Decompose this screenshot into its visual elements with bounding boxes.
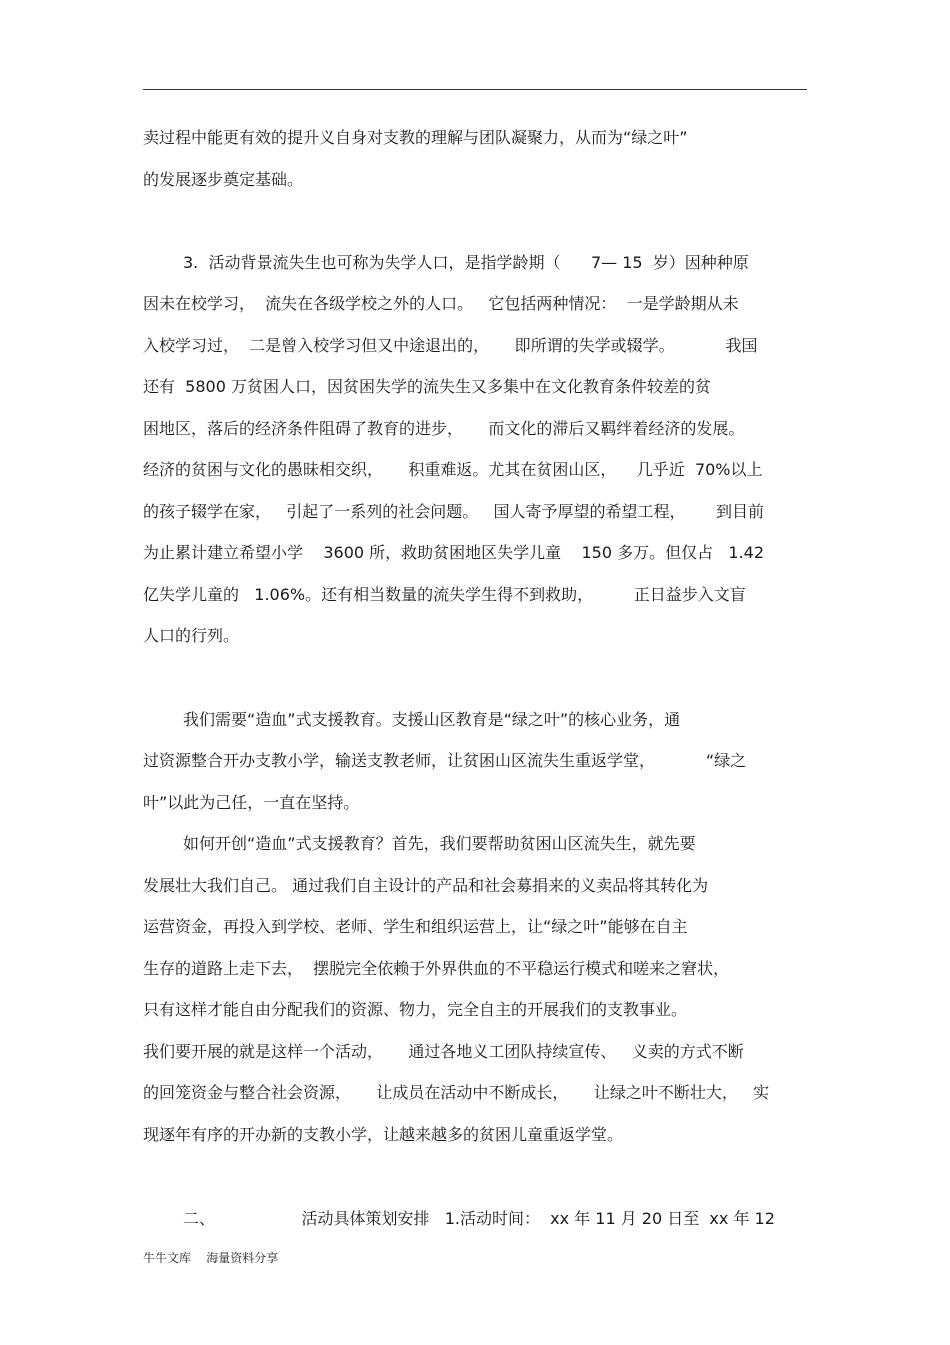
text-line: 人口的行列。 — [143, 626, 240, 645]
text-line: 叶”以此为己任，一直在坚持。 — [143, 793, 360, 812]
text-line: 还有 5800 万贫困人口，因贫困失学的流失生又多集中在文化教育条件较差的贫 — [143, 377, 711, 396]
text-line: 3. 活动背景流失生也可称为失学人口，是指学龄期（ 7— 15 岁）因种种原 — [183, 253, 749, 272]
section-heading: 二、 活动具体策划安排 1.活动时间： xx 年 11 月 20 日至 xx 年 12 — [183, 1209, 775, 1228]
text-line: 卖过程中能更有效的提升义自身对支教的理解与团队凝聚力，从而为“绿之叶” — [143, 128, 688, 147]
text-line: 发展壮大我们自己。 通过我们自主设计的产品和社会募捐来的义卖品将其转化为 — [143, 876, 709, 895]
text-line: 的回笼资金与整合社会资源， 让成员在活动中不断成长， 让绿之叶不断壮大， 实 — [143, 1083, 770, 1102]
text-line: 的发展逐步奠定基础。 — [143, 170, 304, 189]
page-footer: 牛牛文库 海量资料分享 — [143, 1251, 279, 1265]
text-line: 经济的贫困与文化的愚昧相交织， 积重难返。尤其在贫困山区， 几乎近 70%以上 — [143, 460, 763, 479]
text-line: 困地区，落后的经济条件阻碍了教育的进步， 而文化的滞后又羁绊着经济的发展。 — [143, 419, 745, 438]
text-line: 亿失学儿童的 1.06%。还有相当数量的流失学生得不到救助， 正日益步入文盲 — [143, 585, 746, 604]
text-line: 如何开创“造血”式支援教育？首先，我们要帮助贫困山区流失生，就先要 — [183, 834, 696, 853]
text-line: 过资源整合开办支教小学，输送支教老师，让贫困山区流失生重返学堂， “绿之 — [143, 751, 747, 770]
text-line: 入校学习过， 二是曾入校学习但又中途退出的， 即所谓的失学或辍学。 我国 — [143, 336, 758, 355]
text-line: 生存的道路上走下去， 摆脱完全依赖于外界供血的不平稳运行模式和嗟来之窘状， — [143, 959, 730, 978]
text-line: 为止累计建立希望小学 3600 所，救助贫困地区失学儿童 150 多万。但仅占 1.42 — [143, 543, 765, 562]
text-line: 因未在校学习， 流失在各级学校之外的人口。 它包括两种情况： 一是学龄期从未 — [143, 294, 739, 313]
text-line: 的孩子辍学在家， 引起了一系列的社会问题。 国人寄予厚望的希望工程， 到目前 — [143, 502, 765, 521]
text-line: 运营资金，再投入到学校、老师、学生和组织运营上，让“绿之叶”能够在自主 — [143, 917, 688, 936]
text-line: 现逐年有序的开办新的支教小学，让越来越多的贫困儿童重返学堂。 — [143, 1125, 624, 1144]
text-line: 我们需要“造血”式支援教育。支援山区教育是“绿之叶”的核心业务，通 — [183, 710, 681, 729]
text-line: 我们要开展的就是这样一个活动， 通过各地义工团队持续宣传、 义卖的方式不断 — [143, 1042, 744, 1061]
text-line: 只有这样才能自由分配我们的资源、物力，完全自主的开展我们的支教事业。 — [143, 1000, 688, 1019]
header-rule — [143, 89, 807, 90]
